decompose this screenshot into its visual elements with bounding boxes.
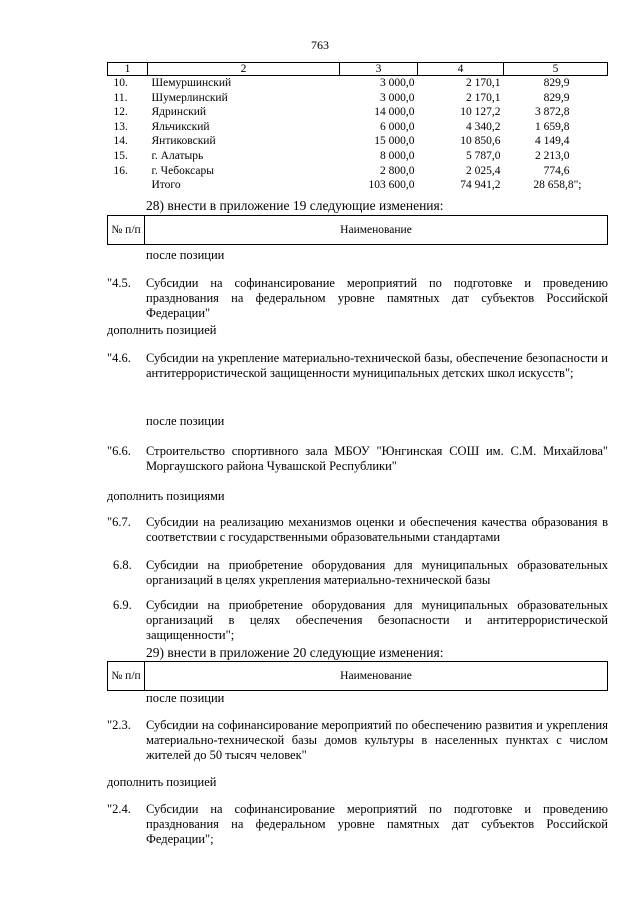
position-code: 6.8. <box>113 558 132 572</box>
table-row <box>108 134 608 149</box>
header-cell-2: 2 <box>148 63 340 76</box>
row-number: 11. <box>113 91 128 104</box>
row-name: Янтиковский <box>151 135 216 148</box>
after-position-label: после позиции <box>146 691 225 705</box>
section-28-intro: 28) внести в приложение 19 следующие изменения: <box>146 198 444 213</box>
row-value-3: 15 000,0 <box>374 135 415 148</box>
table-row <box>108 149 608 164</box>
header-cell-3: 3 <box>340 63 418 76</box>
position-6-8 <box>107 558 608 588</box>
distribution-table <box>107 62 608 193</box>
row-value-3: 3 000,0 <box>380 77 415 89</box>
supplement-positions-label: дополнить позициями <box>107 489 225 503</box>
row-number: 13. <box>113 120 128 133</box>
position-code: "2.4. <box>107 802 131 816</box>
position-6-6 <box>107 444 608 474</box>
table-row <box>108 164 608 179</box>
position-code: "6.7. <box>107 515 131 529</box>
position-code: 6.9. <box>113 598 132 612</box>
supplement-position-label: дополнить позицией <box>107 775 217 789</box>
table-row <box>108 120 608 135</box>
header-name: Наименование <box>145 662 608 691</box>
row-value-3: 3 000,0 <box>380 91 415 104</box>
after-position-label-2: после позиции <box>146 414 225 428</box>
position-text: Субсидии на софинансирование мероприятий по обеспечению развития и укрепления материально-технической базы домов культуры в населенных пунктах с числом жителей до 50 тысяч человек" <box>146 718 608 762</box>
position-text: Строительство спортивного зала МБОУ "Юнгинская СОШ им. С.М. Михайлова" Моргаушского района Чувашской Республики" <box>146 444 608 473</box>
position-text: Субсидии на реализацию механизмов оценки и обеспечения качества образования в соответствии с государственными образовательными стандартами <box>146 515 608 544</box>
position-2-4 <box>107 802 608 847</box>
total-row <box>108 178 608 193</box>
row-value-4: 10 127,2 <box>460 106 501 119</box>
position-6-7 <box>107 515 608 545</box>
row-name: г. Алатырь <box>151 149 204 162</box>
header-cell-4: 4 <box>418 63 504 76</box>
row-name: Шумерлинский <box>151 91 228 104</box>
row-name: Шемуршинский <box>151 77 232 89</box>
header-cell-5: 5 <box>504 63 608 76</box>
row-value-3: 6 000,0 <box>380 120 415 133</box>
position-text: Субсидии на приобретение оборудования для муниципальных образовательных организаций в целях укрепления материально-технической базы <box>146 558 608 587</box>
total-label: Итого <box>151 179 181 192</box>
row-value-4: 2 170,1 <box>466 77 501 89</box>
row-value-4: 5 787,0 <box>466 149 501 162</box>
page-number: 763 <box>311 38 329 52</box>
row-value-5: 774,6 <box>543 164 570 177</box>
row-value-5: 2 213,0 <box>535 149 570 162</box>
position-code: "4.5. <box>107 276 131 290</box>
row-number: 12. <box>113 106 128 119</box>
row-value-5: 3 872,8 <box>535 106 570 119</box>
position-4-5 <box>107 276 608 321</box>
row-name: Ядринский <box>151 106 207 119</box>
row-value-4: 2 170,1 <box>466 91 501 104</box>
position-text: Субсидии на укрепление материально-технической базы, обеспечение безопасности и антитеррористической защищенности муниципальных детских школ искусств"; <box>146 351 608 380</box>
position-text: Субсидии на приобретение оборудования для муниципальных образовательных организаций в целях обеспечения безопасности и антитеррористической защищенности"; <box>146 598 608 642</box>
position-text: Субсидии на софинансирование мероприятий по подготовке и проведению празднования на федеральном уровне памятных дат субъектов Российской Федерации" <box>146 276 608 320</box>
row-value-5: 829,9 <box>543 91 570 104</box>
row-number: 15. <box>113 149 128 162</box>
position-code: "4.6. <box>107 351 131 365</box>
position-text: Субсидии на софинансирование мероприятий по подготовке и проведению празднования на федеральном уровне памятных дат субъектов Российской Федерации"; <box>146 802 608 846</box>
section-29-intro: 29) внести в приложение 20 следующие изменения: <box>146 645 444 660</box>
row-value-5: 829,9 <box>543 77 570 89</box>
row-value-4: 2 025,4 <box>466 164 501 177</box>
total-value-4: 74 941,2 <box>460 179 501 192</box>
supplement-position-label: дополнить позицией <box>107 323 217 337</box>
position-2-3 <box>107 718 608 763</box>
header-num: № п/п <box>108 662 145 691</box>
after-position-label: после позиции <box>146 248 225 262</box>
row-number: 10. <box>113 77 128 89</box>
header-num: № п/п <box>108 216 145 245</box>
total-value-3: 103 600,0 <box>368 179 415 192</box>
row-value-3: 8 000,0 <box>380 149 415 162</box>
section-29-header-table <box>107 661 608 691</box>
section-28-header-table <box>107 215 608 245</box>
total-value-5: 28 658,8"; <box>533 179 582 192</box>
row-value-5: 1 659,8 <box>535 120 570 133</box>
table-row <box>108 105 608 120</box>
row-value-3: 14 000,0 <box>374 106 415 119</box>
table-row <box>108 76 608 91</box>
row-value-3: 2 800,0 <box>380 164 415 177</box>
header-cell-1: 1 <box>108 63 148 76</box>
header-name: Наименование <box>145 216 608 245</box>
table-row <box>108 91 608 106</box>
position-code: "2.3. <box>107 718 131 732</box>
position-6-9 <box>107 598 608 643</box>
row-value-4: 10 850,6 <box>460 135 501 148</box>
table-header-row <box>108 63 608 76</box>
row-number: 14. <box>113 135 128 148</box>
position-4-6 <box>107 351 608 381</box>
row-value-4: 4 340,2 <box>466 120 501 133</box>
row-name: Яльчикский <box>151 120 210 133</box>
row-name: г. Чебоксары <box>151 164 214 177</box>
row-number: 16. <box>113 164 128 177</box>
position-code: "6.6. <box>107 444 131 458</box>
row-value-5: 4 149,4 <box>535 135 570 148</box>
